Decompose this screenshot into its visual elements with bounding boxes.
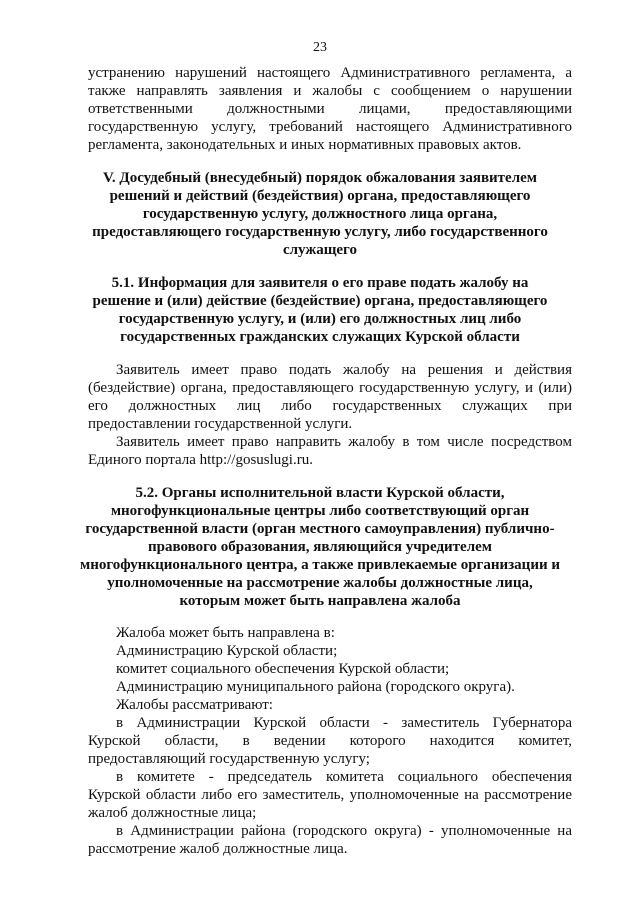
paragraph-line: Заявитель имеет право направить жалобу в том числе посредством [116, 434, 572, 450]
section-heading-line: служащего [282, 242, 357, 258]
paragraph-line: в комитете - председатель комитета социального обеспечения [116, 769, 572, 785]
section-heading-line: решений и действий (бездействия) органа, предоставляющего [109, 188, 531, 204]
section-heading-line: государственную услугу, должностного лица органа, [142, 206, 498, 222]
paragraph-line: комитет социального обеспечения Курской области; [116, 661, 450, 677]
section-heading-line: правового образования, являющийся учредителем [148, 539, 492, 555]
paragraph-line: предоставляющий государственную услугу; [88, 751, 370, 767]
paragraph-line: в Администрации Курской области - заместитель Губернатора [116, 715, 572, 731]
paragraph-line: также направлять заявления и жалобы с сообщением о нарушении [88, 83, 572, 99]
paragraph-line: Жалоба может быть направлена в: [116, 625, 335, 641]
paragraph-line: Курской области, в ведении которого находится комитет, [88, 733, 572, 749]
section-heading-line: 5.2. Органы исполнительной власти Курской области, [135, 485, 505, 501]
paragraph-line: Единого портала http://gosuslugi.ru. [88, 452, 313, 468]
section-heading-line: многофункциональные центры либо соответствующий орган [110, 503, 530, 519]
paragraph-line: Курской области либо его заместитель, уполномоченные на рассмотрение [88, 787, 572, 803]
section-heading-line: решение и (или) действие (бездействие) органа, предоставляющего [92, 293, 548, 309]
paragraph-line: Жалобы рассматривают: [116, 697, 273, 713]
section-heading-line: уполномоченные на рассмотрение жалобы должностные лица, [107, 575, 533, 591]
paragraph-line: рассмотрение жалоб должностные лица. [88, 841, 348, 857]
section-heading-line: предоставляющего государственную услугу, либо государственного [92, 224, 548, 240]
section-heading-line: V. Досудебный (внесудебный) порядок обжалования заявителем [102, 170, 538, 186]
paragraph-line: ответственными должностными лицами, предоставляющими [88, 101, 572, 117]
section-heading-line: которым может быть направлена жалоба [179, 593, 461, 609]
page-number: 23 [313, 40, 327, 55]
paragraph-line: устранению нарушений настоящего Административного регламента, а [88, 65, 572, 81]
paragraph-line: Администрацию Курской области; [116, 643, 338, 659]
paragraph-line: Заявитель имеет право подать жалобу на решения и действия [116, 362, 572, 378]
paragraph-line: жалоб должностные лица; [88, 805, 257, 821]
paragraph-line: (бездействие) органа, предоставляющего государственную услугу, и (или) [88, 380, 572, 396]
paragraph-line: регламента, законодательных и иных нормативных правовых актов. [88, 137, 522, 153]
section-heading-line: государственной власти (орган местного самоуправления) публично- [85, 521, 555, 537]
paragraph-line: государственную услугу, требований настоящего Административного [88, 119, 572, 135]
section-heading-line: многофункционального центра, а также привлекаемые организации и [80, 557, 560, 573]
paragraph-line: предоставлении государственной услуги. [88, 416, 353, 432]
section-heading-line: государственную услугу, и (или) его должностных лиц либо [118, 311, 522, 327]
paragraph-line: его должностных лиц либо государственных служащих при [88, 398, 572, 414]
paragraph-line: в Администрации района (городского округа) - уполномоченные на [116, 823, 572, 839]
section-heading-line: государственных гражданских служащих Курской области [120, 329, 520, 345]
section-heading-line: 5.1. Информация для заявителя о его праве подать жалобу на [111, 275, 529, 291]
paragraph-line: Администрацию муниципального района (городского округа). [116, 679, 515, 695]
